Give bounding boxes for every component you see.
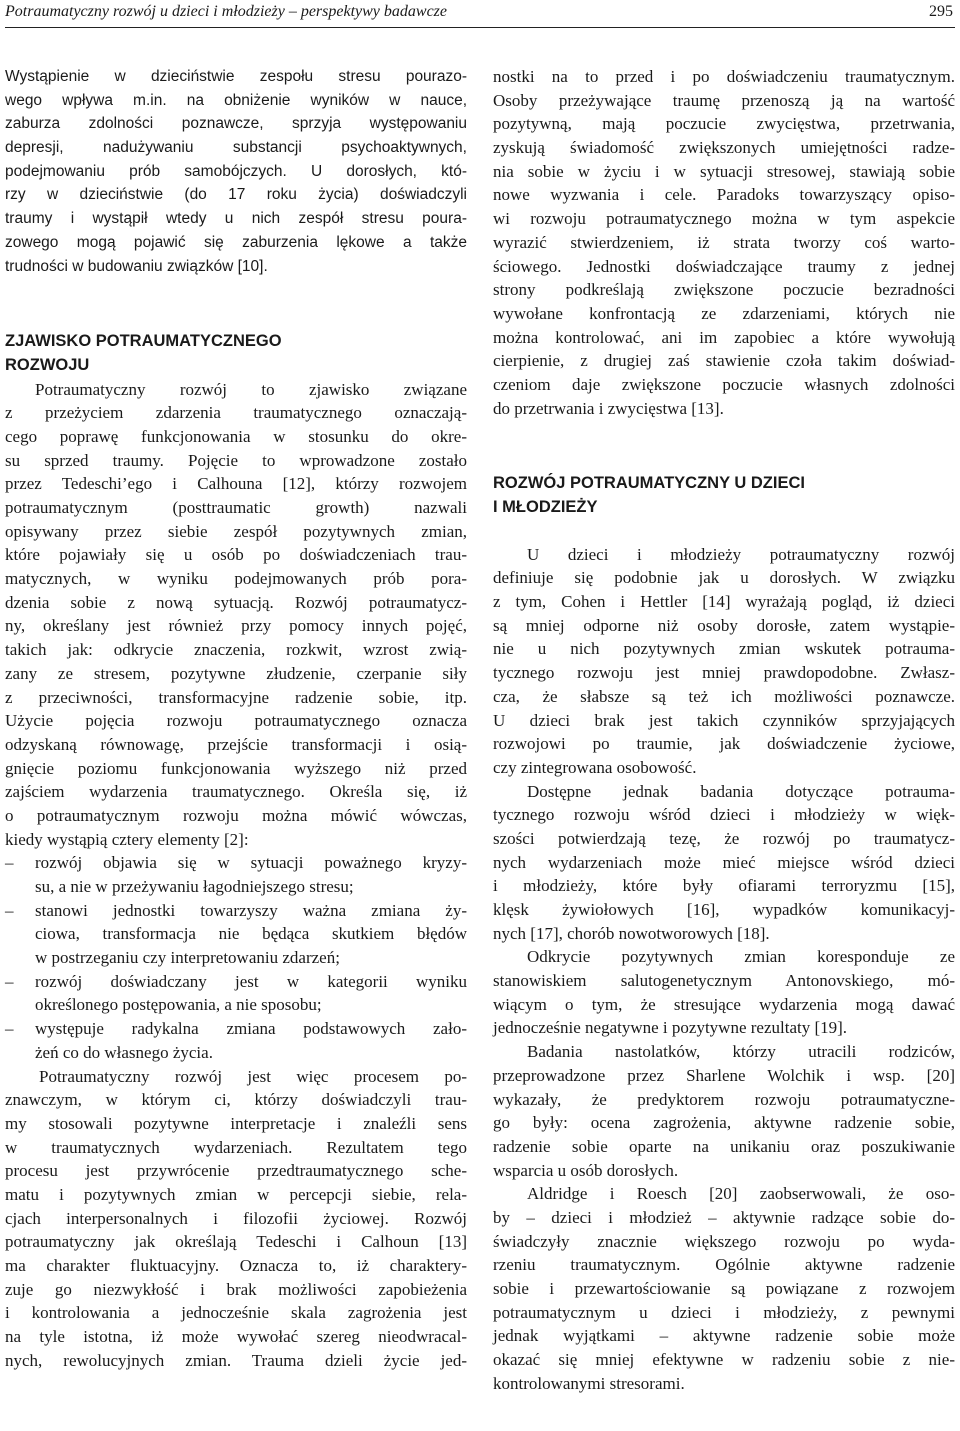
text-line: nych [17], chorób nowotworowych [18]. [493, 923, 770, 943]
text-line: jednocześnie negatywne i pozytywne rezultaty [19]. [493, 1018, 848, 1038]
text-line: depresji, nadużywaniu substancji psychoaktywnych, [5, 139, 467, 157]
text-line: o potraumatycznym rozwoju można mówić wówczas, [5, 805, 467, 825]
section-heading [5, 330, 467, 377]
text-line: matycznych, w wyniku podejmowanych prób pora- [5, 569, 467, 589]
text-line: z przeżyciem zdarzenia traumatycznego oznaczają- [5, 403, 467, 423]
bullet-item-cont: żeń co do własnego życia. [35, 1042, 213, 1062]
text-line: kiedy wystąpią cztery elementy [2]: [5, 829, 249, 849]
text-line: wywołane konfrontacją ze zdarzeniami, których nie [493, 303, 955, 323]
heading-line: ROZWOJU [5, 355, 90, 374]
bullet-item: – rozwój doświadczany jest w kategorii wyniku [5, 970, 467, 994]
text-line: przeprowadzone przez Sharlene Wolchik i wsp. [20] [493, 1065, 955, 1085]
text-line: takich jak: odkrycie znaczenia, rozkwit, wzrost zwią- [5, 640, 467, 660]
section-heading [493, 472, 955, 519]
text-line: kontrolowanymi stresorami. [493, 1373, 685, 1393]
text-line: zyskują świadomość zwiększonych umiejętności radze- [493, 138, 955, 158]
dash-bullet-icon: – [5, 900, 14, 920]
text-line: Odkrycie pozytywnych zmian koresponduje ze [527, 947, 955, 967]
text-line: znawczym, w którym ci, którzy doświadczyli trau- [5, 1090, 467, 1110]
body-paragraph [493, 780, 955, 946]
text-line: i kontrolowania a jednocześnie skala zagrożenia jest [5, 1303, 467, 1323]
text-line: przez Tedeschi’ego i Calhouna [12], którzy rozwojem [5, 474, 467, 494]
text-line: cjach interpersonalnych i filozofii życiowej. Rozwój [5, 1208, 467, 1228]
text-line: rzeniu traumatycznym. Ogólnie aktywne radzenie [493, 1255, 955, 1275]
text-line: U dzieci brak jest takich czynników sprzyjających [493, 710, 955, 730]
text-line: cierpienie, z drugiej zaś stawienie czoła takim doświad- [493, 351, 955, 371]
bullet-item-cont: określonego postępowania, a nie sposobu; [35, 995, 322, 1015]
text-line: wykazały, że predyktorem rozwoju potraumatyczne- [493, 1089, 955, 1109]
text-line: Wystąpienie w dzieciństwie zespołu stresu pourazo- [5, 68, 467, 85]
text-line: jednak wyjątkami – aktywne radzenie sobie może [493, 1326, 955, 1346]
body-paragraph [493, 945, 955, 1040]
text-line: strony podkreślają zwiększone poczucie bezradności [493, 280, 955, 300]
text-line: czeniom daje zwiększone poczucie własnych zdolności [493, 374, 955, 394]
text-line: Badania nastolatków, którzy utracili rodziców, [527, 1042, 955, 1062]
bullet-item-cont: ciowa, transformacja nie będąca skutkiem błędów [35, 924, 467, 944]
text-line: opisywany przez siebie zespół pozytywnych zmian, [5, 521, 467, 541]
text-line: stanowiskiem salutogenetycznym Antonovskiego, mó- [493, 971, 955, 991]
dash-bullet-icon: – [5, 971, 14, 991]
text-line: z przeciwności, transformacyjne radzenie sobie, itp. [5, 687, 467, 707]
text-line: są mniej odporne niż osoby dorosłe, zatem wystąpie- [493, 615, 955, 635]
text-line: definiuje się podobnie jak u dorosłych. W związku [493, 568, 955, 588]
text-line: su sprzed traumy. Pojęcie to wprowadzone zostało [5, 450, 467, 470]
body-paragraph [493, 1182, 955, 1395]
text-line: zowego mogą pojawić się zaburzenia lękowe a także [5, 233, 467, 251]
heading-line: ZJAWISKO POTRAUMATYCZNEGO [5, 332, 282, 351]
text-line: wsparcia u osób dorosłych. [493, 1160, 679, 1180]
text-line: w traumatycznych wydarzeniach. Rezultatem tego [5, 1137, 467, 1157]
text-line: by – dzieci i młodzież – aktywnie radzące sobie do- [493, 1207, 955, 1227]
text-line: zajściem wydarzenia traumatycznego. Określa się, iż [5, 782, 467, 802]
bullet-item-cont: su, a nie w przeżywaniu łagodniejszego stresu; [35, 877, 354, 896]
text-line: pozytywną, mają poczucie zwycięstwa, przetrwania, [493, 114, 955, 134]
text-line: można kontrolować, ani im zapobiec a które wywołują [493, 327, 955, 347]
text-line: zaburza zdolności poznawcze, sprzyja występowaniu [5, 115, 467, 133]
header-rule [5, 27, 955, 28]
text-line: rzy w dzieciństwie (do 17 roku życia) doświadczyli [5, 186, 467, 204]
text-line: traumy i wystąpił wtedy u nich zespół stresu poura- [5, 210, 467, 228]
heading-line: ROZWÓJ POTRAUMATYCZNY U DZIECI [493, 474, 805, 493]
text-line: zany ze stresem, pozytywne złudzenie, czerpanie siły [5, 663, 467, 683]
heading-line: I MŁODZIEŻY [493, 498, 598, 516]
text-line: klęsk żywiołowych [16], wypadków komunikacyj- [493, 900, 955, 919]
text-line: ny, określany jest również przy pomocy innych pojęć, [5, 616, 467, 636]
text-line: matu i pozytywnych zmian w percepcji siebie, rela- [5, 1184, 467, 1204]
text-line: radzenie sobie oparte na unikaniu oraz poszukiwanie [493, 1136, 955, 1156]
text-line: zuje go niezwykłość i brak możliwości zapobieżenia [5, 1279, 467, 1299]
body-paragraph [493, 543, 955, 780]
text-line: dzenia sobie z nową sytuacją. Rozwój potraumatycz- [5, 592, 467, 612]
closing-paragraph [5, 1065, 467, 1373]
text-line: podejmowaniu prób samobójczych. U dorosłych, któ- [5, 162, 467, 180]
body-paragraph [5, 378, 467, 852]
text-line: procesu jest przywrócenie przedtraumatycznego sche- [5, 1161, 467, 1181]
text-line: wego wpływa m.in. na obniżenie wyników w nauce, [5, 91, 467, 109]
text-line: potraumatycznym u dzieci i młodzieży, z pewnymi [493, 1302, 955, 1322]
text-line: nostki na to przed i po doświadczeniu traumatycznym. [493, 67, 955, 86]
text-line: które pojawiały się u osób po doświadczeniach trau- [5, 545, 467, 565]
text-line: szości potwierdzają tezę, że rozwój po traumatycz- [493, 828, 955, 848]
text-line: potraumatyczny jak określają Tedeschi i Calhoun [13] [5, 1232, 467, 1252]
text-line: nych, rewolucyjnych zmian. Trauma dzieli życie jed- [5, 1350, 467, 1370]
body-paragraph [493, 1040, 955, 1182]
text-line: Aldridge i Roesch [20] zaobserwowali, że oso- [527, 1184, 955, 1204]
text-line: Dostępne jednak badania dotyczące potrauma- [527, 781, 955, 801]
text-line: świadczyły znacznie większego rozwoju po wyda- [493, 1231, 955, 1251]
left-column [5, 65, 467, 1372]
bullet-item: – występuje radykalna zmiana podstawowych zało- [5, 1017, 467, 1041]
text-line: nych wydarzeniach może mieć miejsce wśród dzieci [493, 852, 955, 872]
continuation-paragraph [493, 65, 955, 420]
text-line: do przetrwania i zwycięstwa [13]. [493, 398, 724, 418]
intro-paragraph [5, 65, 467, 278]
text-line: wiącym o tym, że stresujące wydarzenia mogą dawać [493, 994, 955, 1014]
bullet-item: – rozwój objawia się w sytuacji poważnego kryzy- [5, 851, 467, 875]
text-line: na tyle istotna, iż może wywołać szereg nieodwracal- [5, 1327, 467, 1347]
text-line: okazać się mniej efektywne w radzeniu sobie z nie- [493, 1350, 955, 1370]
text-line: cza, że słabsze są też ich możliwości poznawcze. [493, 686, 955, 706]
text-line: cego poprawę funkcjonowania w stosunku do okre- [5, 426, 467, 446]
running-title: Potraumatyczny rozwój u dzieci i młodzieży – perspektywy badawcze [5, 3, 447, 20]
text-line: potraumatycznym (posttraumatic growth) nazwali [5, 498, 467, 517]
text-line: go były: ocena zagrożenia, aktywne radzenie sobie, [493, 1113, 955, 1133]
text-line: nowe wyzwania i cele. Paradoks towarzyszący opiso- [493, 185, 955, 205]
running-header [5, 0, 955, 24]
page-number: 295 [929, 3, 953, 20]
text-line: trudności w budowaniu związków [10]. [5, 257, 268, 275]
text-line: tycznego rozwoju wśród dzieci i młodzieży w więk- [493, 805, 955, 825]
right-column [493, 65, 955, 1395]
text-line: czy zintegrowana osobowość. [493, 757, 697, 777]
text-line: Osoby przeżywające traumę przenoszą ją na wartość [493, 90, 955, 110]
text-line: i młodzieży, które były ofiarami terroryzmu [15], [493, 876, 955, 896]
text-line: my stosowali pozytywne interpretacje i znaleźli sens [5, 1113, 467, 1133]
text-line: ma charakter fluktuacyjny. Oznacza to, iż charaktery- [5, 1256, 467, 1275]
text-line: nie u nich pozytywnych zmian wskutek potrauma- [493, 639, 955, 659]
text-line: nia sobie w życiu i w sytuacji stresowej, stawiają sobie [493, 161, 955, 181]
text-line: sobie i przewartościowanie są powiązane z rozwojem [493, 1279, 955, 1298]
text-line: wyrazić stwierdzeniem, iż strata tworzy coś warto- [493, 232, 955, 252]
text-line: wi rozwoju potraumatycznego można w tym aspekcie [493, 209, 955, 229]
text-line: odzyskaną równowagę, przejście transformacji i osią- [5, 734, 467, 754]
text-line: U dzieci i młodzieży potraumatyczny rozwój [527, 544, 955, 564]
bullet-item: – stanowi jednostki towarzyszy ważna zmiana ży- [5, 899, 467, 923]
bullet-item-cont: w postrzeganiu czy interpretowaniu zdarzeń; [35, 948, 340, 968]
text-line: Użycie pojęcia rozwoju potraumatycznego oznacza [5, 711, 467, 731]
text-line: ściowego. Jednostki doświadczające traumy z jednej [493, 256, 955, 276]
bullet-list [5, 851, 467, 1064]
text-line: rozwojowi po traumie, jak doświadczenie życiowe, [493, 734, 955, 754]
text-line: Potraumatyczny rozwój to zjawisko związane [35, 379, 467, 399]
text-line: z tym, Cohen i Hettler [14] wyrażają pogląd, iż dzieci [493, 592, 955, 612]
dash-bullet-icon: – [5, 1019, 14, 1039]
text-line: Potraumatyczny rozwój jest więc procesem po- [39, 1066, 467, 1086]
text-line: tycznego rozwoju jest mniej prawdopodobne. Zwłasz- [493, 663, 955, 683]
text-line: gnięcie poziomu funkcjonowania wyższego niż przed [5, 758, 467, 778]
dash-bullet-icon: – [5, 853, 14, 873]
